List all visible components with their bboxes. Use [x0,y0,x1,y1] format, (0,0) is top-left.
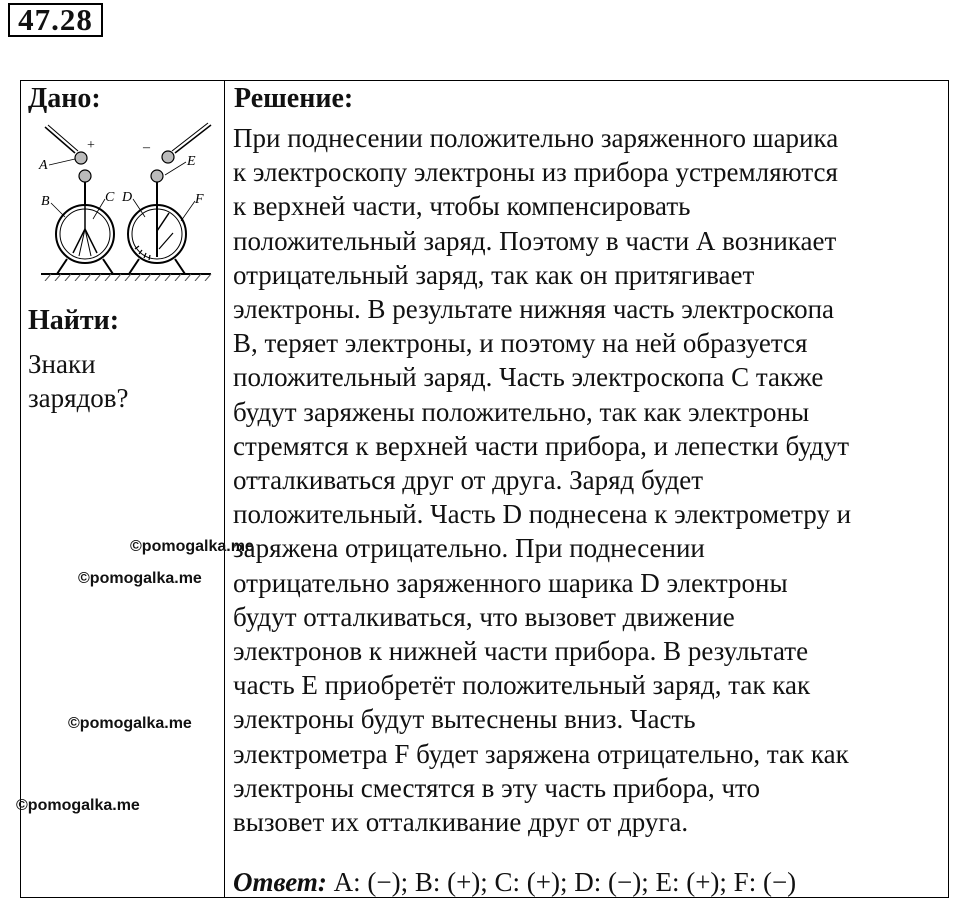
column-divider [224,81,225,897]
watermark: ©pomogalka.me [68,715,192,732]
given-heading: Дано: [28,83,101,114]
label-a: A [39,158,48,173]
label-e: E [187,154,196,169]
watermark: ©pomogalka.me [78,570,202,587]
answer-text: A: (−); B: (+); C: (+); D: (−); E: (+); F: (−) [326,867,797,897]
right-electrometer [128,170,186,274]
label-d: D [122,190,133,205]
find-heading: Найти: [28,305,120,336]
label-c: C [105,190,115,205]
left-charged-rod [45,125,87,164]
label-b: B [41,194,50,209]
minus-label: – [143,140,150,155]
left-electroscope [56,170,114,274]
solution-text: При поднесении положительно заряженного шарика к электроскопу электроны из прибора устремляются к верхней части, чтобы компенсировать положительный заряд. Поэтому в части А возникает отрицательный заряд, так как он притягивает электроны. В результате нижняя часть электроскопа В, теряет электроны, и поэтому на ней образуется положительный заряд. Часть электроскопа С также будут заряжены положительно, так как электроны стремятся к верхней части прибора, и лепестки будут отталкиваться друг от друга. Заряд будет положительный. Часть D поднесена к электрометру и заряжена отрицательно. При поднесении отрицательно заряженного шарика D электроны будут отталкиваться, что вызовет движение электронов к нижней части прибора. В результате часть E приобретёт положительный заряд, так как электроны будут вытеснены вниз. Часть электрометра F будет заряжена отрицательно, так как электроны сместятся в эту часть прибора, что вызовет их отталкивание друг от друга. [233,123,852,838]
solution-table [20,80,949,898]
watermark: ©pomogalka.me [130,538,254,555]
watermark: ©pomogalka.me [16,797,140,814]
problem-number: 47.28 [8,3,103,37]
plus-label: + [87,138,95,153]
answer-line [233,865,945,899]
answer-label: Ответ: [233,867,327,897]
solution-heading: Решение: [234,83,354,114]
label-f: F [195,192,204,207]
find-text: Знаки зарядов? [28,349,129,413]
electroscope-figure [35,121,215,281]
